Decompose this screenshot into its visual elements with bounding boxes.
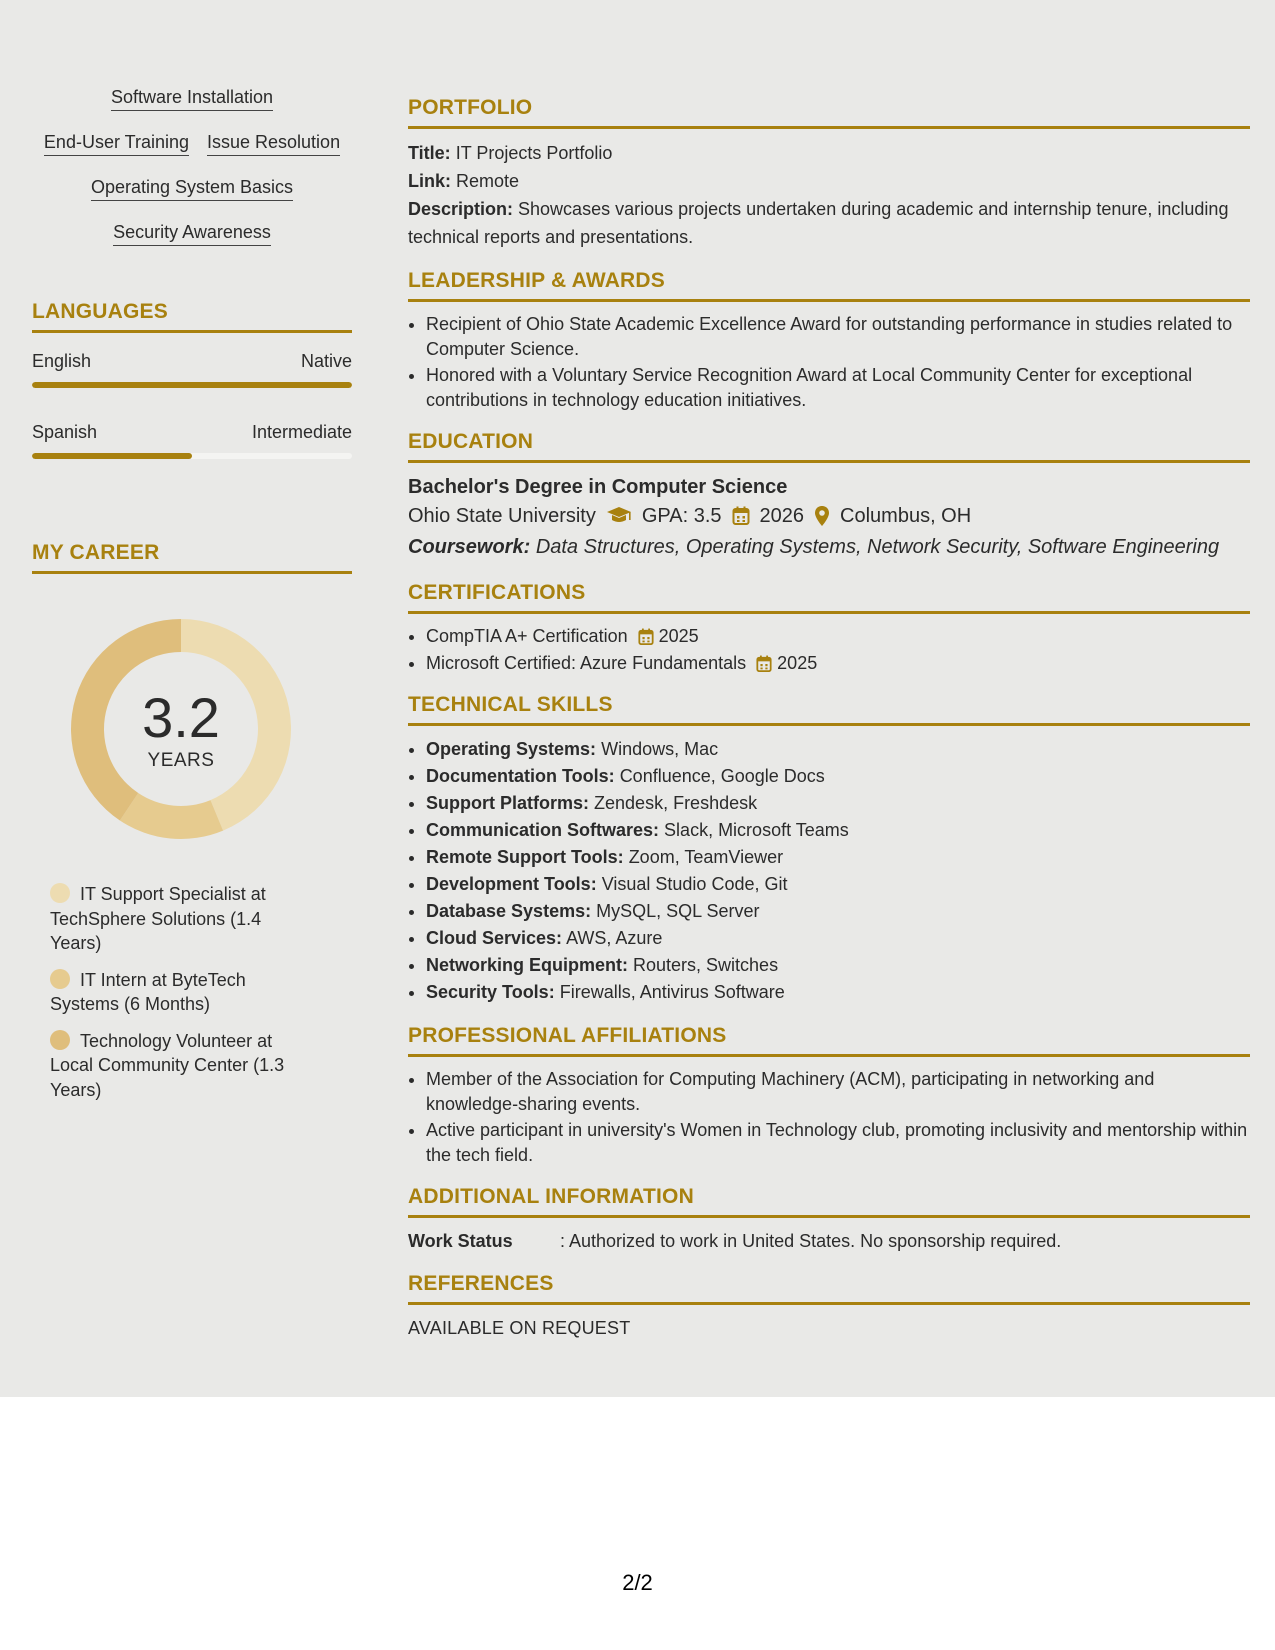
certification-year: 2025	[658, 626, 699, 646]
list-item: • Member of the Association for Computing Machinery (ACM), participating in networking and knowledge-sharing events.	[426, 1067, 1250, 1116]
coursework-line	[408, 531, 1250, 563]
skill-value: Zoom, TeamViewer	[628, 847, 784, 867]
certification-item	[426, 624, 1250, 649]
skill-value: Visual Studio Code, Git	[601, 874, 788, 894]
portfolio-link-line	[408, 167, 1250, 195]
school-name: Ohio State University	[408, 505, 596, 527]
legend-dot	[50, 969, 70, 989]
additional-info-title: ADDITIONAL INFORMATION	[408, 1185, 694, 1208]
calendar-icon	[638, 628, 654, 646]
section-divider	[408, 723, 1250, 726]
skill-tag-row	[32, 131, 352, 176]
graduation-cap-icon	[606, 506, 632, 526]
skill-item	[426, 925, 1250, 952]
certification-item	[426, 651, 1250, 676]
skill-tag-row	[32, 221, 352, 266]
language-name: English	[32, 351, 92, 371]
skill-label: Support Platforms:	[426, 793, 590, 813]
portfolio-title: PORTFOLIO	[408, 96, 533, 119]
legend-dot	[50, 1030, 70, 1050]
leadership-title: LEADERSHIP & AWARDS	[408, 269, 665, 292]
certification-name: Microsoft Certified: Azure Fundamentals	[426, 652, 747, 673]
skill-item	[426, 898, 1250, 925]
calendar-icon	[756, 655, 772, 673]
list-item: • Active participant in university's Women in Technology club, promoting inclusivity and mentorship within the tech field.	[426, 1118, 1250, 1167]
skill-tag-row	[32, 86, 352, 131]
references-text: AVAILABLE ON REQUEST	[408, 1318, 631, 1338]
section-divider	[408, 126, 1250, 129]
portfolio-title-line	[408, 139, 1250, 167]
languages-title: LANGUAGES	[32, 300, 168, 323]
section-divider	[408, 299, 1250, 302]
references-title: REFERENCES	[408, 1272, 554, 1295]
calendar-icon	[732, 506, 750, 526]
skill-label: Documentation Tools:	[426, 766, 615, 786]
technical-skills-section	[408, 693, 1250, 1006]
portfolio-title-value: IT Projects Portfolio	[455, 143, 613, 163]
skill-value: MySQL, SQL Server	[596, 901, 760, 921]
language-bar-fill	[32, 453, 192, 459]
skill-label: Communication Softwares:	[426, 820, 660, 840]
language-bar	[32, 453, 352, 459]
skill-item	[426, 736, 1250, 763]
skill-value: Windows, Mac	[601, 739, 719, 759]
page-number: 2/2	[622, 1570, 653, 1595]
skill-tag: End-User Training	[44, 131, 189, 156]
skill-item	[426, 871, 1250, 898]
portfolio-description-line	[408, 195, 1250, 251]
skill-label: Development Tools:	[426, 874, 597, 894]
education-title: EDUCATION	[408, 430, 534, 453]
portfolio-section	[408, 96, 1250, 251]
additional-info-section	[408, 1185, 1250, 1254]
career-donut-chart	[66, 614, 296, 844]
language-item	[32, 422, 352, 459]
affiliations-list	[408, 1067, 1250, 1167]
section-divider	[32, 571, 352, 574]
section-divider	[408, 1054, 1250, 1057]
portfolio-link-value: Remote	[456, 171, 520, 191]
certifications-title: CERTIFICATIONS	[408, 581, 586, 604]
portfolio-title-label: Title:	[408, 143, 451, 163]
skill-value: Confluence, Google Docs	[619, 766, 825, 786]
donut-center	[66, 614, 296, 844]
legend-label: IT Support Specialist at TechSphere Solutions (1.4 Years)	[50, 884, 266, 953]
references-section	[408, 1272, 1250, 1341]
skill-value: Firewalls, Antivirus Software	[559, 982, 785, 1002]
skill-value: AWS, Azure	[566, 928, 663, 948]
leadership-section	[408, 269, 1250, 412]
portfolio-desc-label: Description:	[408, 199, 514, 219]
section-divider	[408, 460, 1250, 463]
skill-value: Routers, Switches	[633, 955, 779, 975]
skill-tag: Issue Resolution	[207, 131, 340, 156]
language-level: Native	[300, 351, 352, 371]
legend-item	[50, 882, 310, 956]
career-total-years: 3.2	[142, 686, 220, 749]
work-status-value: : Authorized to work in United States. No sponsorship required.	[560, 1231, 1062, 1251]
location-pin-icon	[814, 505, 830, 527]
language-bar	[32, 382, 352, 388]
certifications-list	[408, 624, 1250, 675]
skill-item	[426, 979, 1250, 1006]
skill-label: Networking Equipment:	[426, 955, 628, 975]
work-status-label: Work Status	[408, 1231, 513, 1251]
skill-item	[426, 844, 1250, 871]
work-status-row	[408, 1228, 1250, 1254]
legend-label: Technology Volunteer at Local Community Center (1.3 Years)	[50, 1030, 285, 1100]
coursework-value: Data Structures, Operating Systems, Network Security, Software Engineering	[535, 536, 1220, 558]
degree: Bachelor's Degree in Computer Science	[408, 476, 788, 498]
legend-label: IT Intern at ByteTech Systems (6 Months)	[50, 969, 246, 1014]
section-divider	[408, 1215, 1250, 1218]
language-level: Intermediate	[251, 422, 352, 442]
right-column	[408, 96, 1250, 1359]
skill-value: Slack, Microsoft Teams	[664, 820, 849, 840]
career-legend	[50, 882, 310, 1102]
list-item: • Recipient of Ohio State Academic Excellence Award for outstanding performance in studies related to Computer Science.	[426, 312, 1250, 361]
technical-skills-list	[408, 736, 1250, 1006]
skill-label: Database Systems:	[426, 901, 592, 921]
affiliations-section	[408, 1024, 1250, 1167]
skill-value: Zendesk, Freshdesk	[594, 793, 758, 813]
graduation-year: 2026	[759, 505, 805, 527]
list-item: • Honored with a Voluntary Service Recognition Award at Local Community Center for exceptional contributions in technology education initiatives.	[426, 363, 1250, 412]
legend-item	[50, 1029, 310, 1103]
legend-item	[50, 968, 310, 1017]
section-divider	[32, 330, 352, 333]
skill-label: Security Tools:	[426, 982, 555, 1002]
skill-tag: Operating System Basics	[91, 176, 293, 201]
coursework-label: Coursework:	[408, 536, 531, 558]
language-item	[32, 351, 352, 388]
skill-tags	[32, 86, 352, 266]
skill-tag-row	[32, 176, 352, 221]
certifications-section	[408, 581, 1250, 675]
skill-tag: Software Installation	[111, 86, 273, 111]
technical-skills-title: TECHNICAL SKILLS	[408, 693, 613, 716]
skill-label: Remote Support Tools:	[426, 847, 624, 867]
portfolio-desc-value: Showcases various projects undertaken during academic and internship tenure, including technical reports and presentations.	[408, 199, 1229, 247]
languages-section	[32, 300, 352, 459]
career-unit: YEARS	[147, 750, 215, 771]
legend-dot	[50, 883, 70, 903]
education-section	[408, 430, 1250, 563]
education-meta	[408, 501, 1250, 531]
certification-name: CompTIA A+ Certification	[426, 626, 628, 646]
section-divider	[408, 1302, 1250, 1305]
skill-label: Operating Systems:	[426, 739, 597, 759]
leadership-list	[408, 312, 1250, 412]
affiliations-title: PROFESSIONAL AFFILIATIONS	[408, 1024, 727, 1047]
section-divider	[408, 611, 1250, 614]
career-section	[32, 541, 352, 1114]
gpa: GPA: 3.5	[641, 505, 722, 527]
skill-label: Cloud Services:	[426, 928, 563, 948]
portfolio-link-label: Link:	[408, 171, 451, 191]
career-title: MY CAREER	[32, 541, 160, 564]
skill-item	[426, 763, 1250, 790]
skill-item	[426, 952, 1250, 979]
language-name: Spanish	[32, 422, 98, 442]
certification-year: 2025	[777, 652, 818, 673]
skill-tag: Security Awareness	[113, 221, 271, 246]
language-bar-fill	[32, 382, 352, 388]
skill-item	[426, 817, 1250, 844]
school-location: Columbus, OH	[840, 505, 972, 527]
skill-item	[426, 790, 1250, 817]
